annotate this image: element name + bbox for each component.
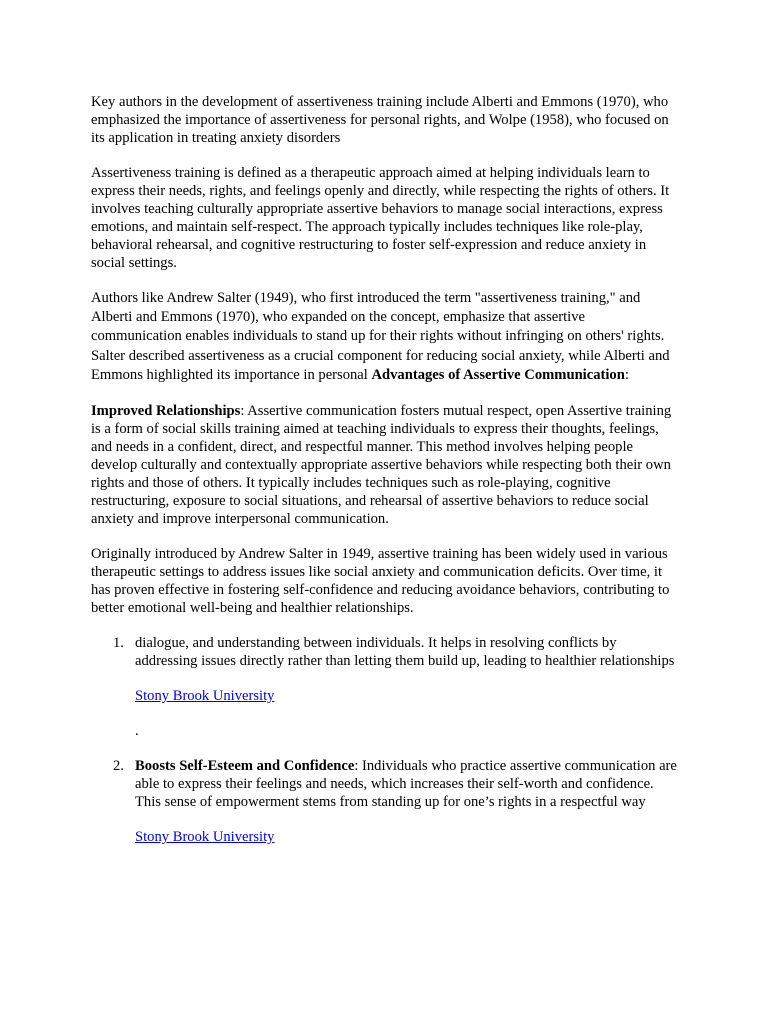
paragraph-salter — [91, 289, 678, 385]
advantages-heading: Advantages of Assertive Communication — [371, 366, 625, 383]
list-item-dot: . — [135, 723, 139, 740]
list-item-number: 1. — [113, 635, 124, 652]
improved-relationships-heading: Improved Relationships — [91, 403, 241, 420]
list-item — [91, 634, 678, 740]
paragraph-salter-text: Authors like Andrew Salter (1949), who first introduced the term "assertiveness training," and Alberti and Emmons (1970), who expanded on the concept, emphasize that assertive communication enables individuals to stand up for their rights without infringing on others' rights. Salter described assertiveness as a crucial component for reducing social anxiety, while Alberti and Emmons highlighted its importance in personal — [91, 290, 670, 383]
list-item — [91, 757, 678, 846]
paragraph-definition: Assertiveness training is defined as a therapeutic approach aimed at helping individuals learn to express their needs, rights, and feelings openly and directly, while respecting the rights of others. It involves teaching culturally appropriate assertive behaviors to manage social interactions, express emotions, and maintain self-respect. The approach typically includes techniques like role-play, behavioral rehearsal, and cognitive restructuring to foster self-expression and reduce anxiety in social settings. — [91, 165, 670, 271]
list-item-text: dialogue, and understanding between individuals. It helps in resolving conflicts by addressing issues directly rather than letting them build up, leading to healthier relationships — [135, 635, 675, 670]
paragraph-originally: Originally introduced by Andrew Salter in 1949, assertive training has been widely used in various therapeutic settings to address issues like social anxiety and communication deficits. Over time, it has proven effective in fostering self-confidence and reducing avoidance behaviors, contributing to better emotional well-being and healthier relationships. — [91, 546, 670, 617]
stony-brook-link[interactable]: Stony Brook University — [135, 829, 275, 846]
boosts-self-esteem-text: : Individuals who practice assertive communication are able to express their feelings and needs, which increases their self-worth and confidence. This sense of empowerment stems from standing up for one’s rights in a respectful way — [135, 758, 677, 811]
list-item-text — [135, 757, 678, 811]
numbered-list — [91, 634, 678, 846]
improved-relationships-text: : Assertive communication fosters mutual respect, open Assertive training is a form of social skills training aimed at teaching individuals to express their thoughts, feelings, and needs in a confident, direct, and respectful manner. This method involves helping people develop culturally and contextually appropriate assertive behaviors while respecting both their own rights and those of others. It typically includes techniques such as role-playing, cognitive restructuring, exposure to social situations, and rehearsal of assertive behaviors to reduce social anxiety and improve interpersonal communication. — [91, 403, 672, 528]
list-item-number: 2. — [113, 758, 124, 775]
advantages-heading-colon: : — [624, 366, 629, 383]
boosts-self-esteem-heading: Boosts Self-Esteem and Confidence — [135, 758, 355, 775]
stony-brook-link[interactable]: Stony Brook University — [135, 688, 275, 705]
paragraph-improved-relationships — [91, 402, 678, 528]
paragraph-key-authors: Key authors in the development of assertiveness training include Alberti and Emmons (1970), who emphasized the importance of assertiveness for personal rights, and Wolpe (1958), who focused on its application in treating anxiety disorders — [91, 94, 669, 146]
